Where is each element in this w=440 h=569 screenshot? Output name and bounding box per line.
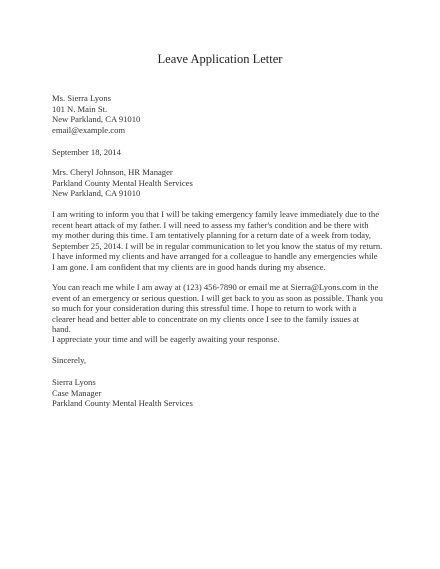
- closing-text: Sincerely,: [52, 355, 87, 365]
- paragraph-line: You can reach me while I am away at (123) 456-7890 or email me at Sierra@Lyons.com in the: [52, 282, 379, 292]
- paragraph-line: so much for your consideration during this stressful time. I hope to return to work with a: [52, 303, 357, 314]
- paragraph-line: I have informed my clients and have arranged for a colleague to handle any emergencies while: [52, 251, 378, 262]
- paragraph-line: clearer head and better able to concentrate on my clients once I see to the family issues at: [52, 313, 360, 324]
- paragraph-line: I appreciate your time and will be eagerly awaiting your response.: [52, 334, 280, 344]
- paragraph-line: hand.: [52, 324, 71, 335]
- sender-address-block: [52, 93, 392, 135]
- paragraph-3: [52, 334, 392, 345]
- signature-name: Sierra Lyons: [52, 377, 96, 387]
- sender-city: New Parkland, CA 91010: [52, 114, 141, 125]
- recipient-organization: Parkland County Mental Health Services: [52, 177, 193, 188]
- letter-date: [52, 147, 392, 158]
- paragraph-2: [52, 282, 392, 335]
- paragraph-1: [52, 209, 392, 273]
- paragraph-line: I am gone. I am confident that my clients are in good hands during my absence.: [52, 261, 326, 272]
- paragraph-line: event of an emergency or serious question. I will get back to you as soon as possible. Thank you: [52, 292, 383, 303]
- paragraph-line: September 25, 2014. I will be in regular communication to let you know the status of my return.: [52, 240, 383, 251]
- recipient-city: New Parkland, CA 91010: [52, 188, 141, 199]
- sender-email: email@example.com: [52, 124, 126, 135]
- sender-name: Ms. Sierra Lyons: [52, 93, 111, 103]
- recipient-name-title: Mrs. Cheryl Johnson, HR Manager: [52, 167, 173, 177]
- letter-title: Leave Application Letter: [157, 52, 283, 66]
- signature-block: [52, 377, 392, 409]
- signature-role: Case Manager: [52, 387, 102, 398]
- sender-street: 101 N. Main St.: [52, 103, 108, 114]
- date-text: September 18, 2014: [52, 147, 121, 157]
- letter-closing: [52, 355, 392, 366]
- paragraph-line: my mother during this time. I am tentatively planning for a return date of a week from today,: [52, 230, 371, 241]
- paragraph-line: recent heart attack of my father. I will need to assess my father's condition and be there with: [52, 219, 369, 230]
- signature-organization: Parkland County Mental Health Services: [52, 398, 193, 409]
- recipient-address-block: [52, 167, 392, 199]
- paragraph-line: I am writing to inform you that I will be taking emergency family leave immediately due to the: [52, 209, 380, 219]
